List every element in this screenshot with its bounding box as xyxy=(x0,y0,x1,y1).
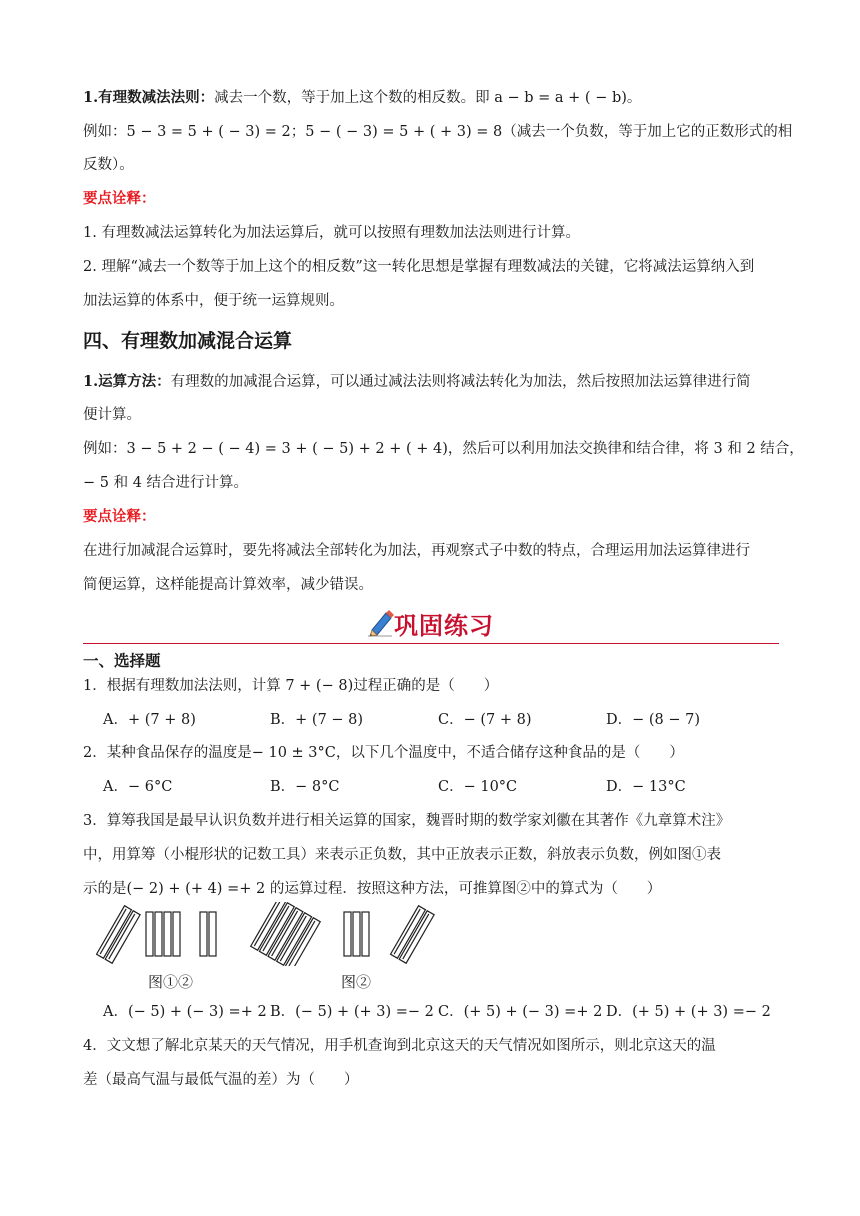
key-point-2-cont: 加法运算的体系中，便于统一运算规则。 xyxy=(83,293,344,309)
key-point-1: 1. 有理数减法运算转化为加法运算后，就可以按照有理数加法法则进行计算。 xyxy=(83,225,580,241)
mixed-example-2: − 5 和 4 结合进行计算。 xyxy=(83,475,249,491)
q1-option-d[interactable]: D．− (8 − 7) xyxy=(606,712,701,728)
q2-option-a[interactable]: A．− 6°C xyxy=(103,779,173,795)
operation-method-label: 1.运算方法： xyxy=(83,373,171,390)
operation-method-cont: 便计算。 xyxy=(83,407,141,423)
figure-2-caption: 图② xyxy=(341,973,372,991)
q3-option-c[interactable]: C．(+ 5) + (− 3) =+ 2 xyxy=(438,1004,603,1020)
example-line-1: 例如：5 − 3 = 5 + ( − 3) = 2；5 − ( − 3) = 5 + ( + 3) = 8（减去一个负数，等于加上它的正数形式的相 xyxy=(83,124,793,140)
question-3-stem-1: 3．算筹我国是最早认识负数并进行相关运算的国家，魏晋时期的数学家刘徽在其著作《九章算术注》 xyxy=(83,813,731,829)
question-1-stem: 1．根据有理数加法法则，计算 7 + (− 8)过程正确的是（ ） xyxy=(83,678,499,694)
key-points-heading-2: 要点诠释： xyxy=(83,508,156,525)
section-choice-questions: 一、选择题 xyxy=(83,652,161,670)
q3-option-b[interactable]: B．(− 5) + (+ 3) =− 2 xyxy=(270,1004,434,1020)
question-3-stem-3: 示的是(− 2) + (+ 4) =+ 2 的运算过程．按照这种方法，可推算图②中的算式为（ ） xyxy=(83,881,662,897)
counting-rods-figure xyxy=(96,902,456,970)
key-point-3-cont: 简便运算，这样能提高计算效率，减少错误。 xyxy=(83,577,373,593)
q1-option-c[interactable]: C．− (7 + 8) xyxy=(438,712,532,728)
q3-option-a[interactable]: A．(− 5) + (− 3) =+ 2 xyxy=(103,1004,267,1020)
section-heading-mixed-ops: 四、有理数加减混合运算 xyxy=(83,330,293,352)
q1-option-b[interactable]: B．+ (7 − 8) xyxy=(270,712,364,728)
key-points-heading: 要点诠释： xyxy=(83,190,156,207)
pencil-icon xyxy=(366,608,394,638)
q1-option-a[interactable]: A．+ (7 + 8) xyxy=(103,712,196,728)
figure-1-caption: 图①② xyxy=(148,973,194,991)
question-4-stem-2: 差（最高气温与最低气温的差）为（ ） xyxy=(83,1072,359,1088)
example-line-2: 反数）。 xyxy=(83,157,134,173)
banner-divider xyxy=(83,643,779,644)
practice-title: 巩固练习 xyxy=(394,611,494,640)
key-point-3: 在进行加减混合运算时，要先将减法全部转化为加法，再观察式子中数的特点，合理运用加法运算律进行 xyxy=(83,543,750,559)
q2-option-d[interactable]: D．− 13°C xyxy=(606,779,686,795)
q3-option-d[interactable]: D．(+ 5) + (+ 3) =− 2 xyxy=(606,1004,771,1020)
subtraction-rule-label: 1.有理数减法法则： xyxy=(83,89,215,106)
operation-method-text: 有理数的加减混合运算，可以通过减法法则将减法转化为加法，然后按照加法运算律进行简 xyxy=(170,374,751,390)
subtraction-rule-text: 减去一个数，等于加上这个数的相反数。即 a − b = a + ( − b)。 xyxy=(214,90,642,106)
mixed-example-1: 例如：3 − 5 + 2 − ( − 4) = 3 + ( − 5) + 2 + ( + 4)，然后可以利用加法交换律和结合律，将 3 和 2 结合， xyxy=(83,441,804,457)
question-3-stem-2: 中，用算筹（小棍形状的记数工具）来表示正负数，其中正放表示正数，斜放表示负数，例如图①表 xyxy=(83,847,721,863)
subtraction-rule xyxy=(83,88,783,108)
question-4-stem-1: 4．文文想了解北京某天的天气情况，用手机查询到北京这天的天气情况如图所示，则北京这天的温 xyxy=(83,1038,716,1054)
practice-banner xyxy=(366,606,494,640)
q2-option-b[interactable]: B．− 8°C xyxy=(270,779,340,795)
counting-rods-drawing xyxy=(96,902,456,966)
q2-option-c[interactable]: C．− 10°C xyxy=(438,779,518,795)
key-point-2: 2. 理解“减去一个数等于加上这个的相反数”这一转化思想是掌握有理数减法的关键，它将减法运算纳入到 xyxy=(83,259,755,275)
operation-method xyxy=(83,372,783,392)
question-2-stem: 2．某种食品保存的温度是− 10 ± 3°C，以下几个温度中，不适合储存这种食品的是（ ） xyxy=(83,745,684,761)
